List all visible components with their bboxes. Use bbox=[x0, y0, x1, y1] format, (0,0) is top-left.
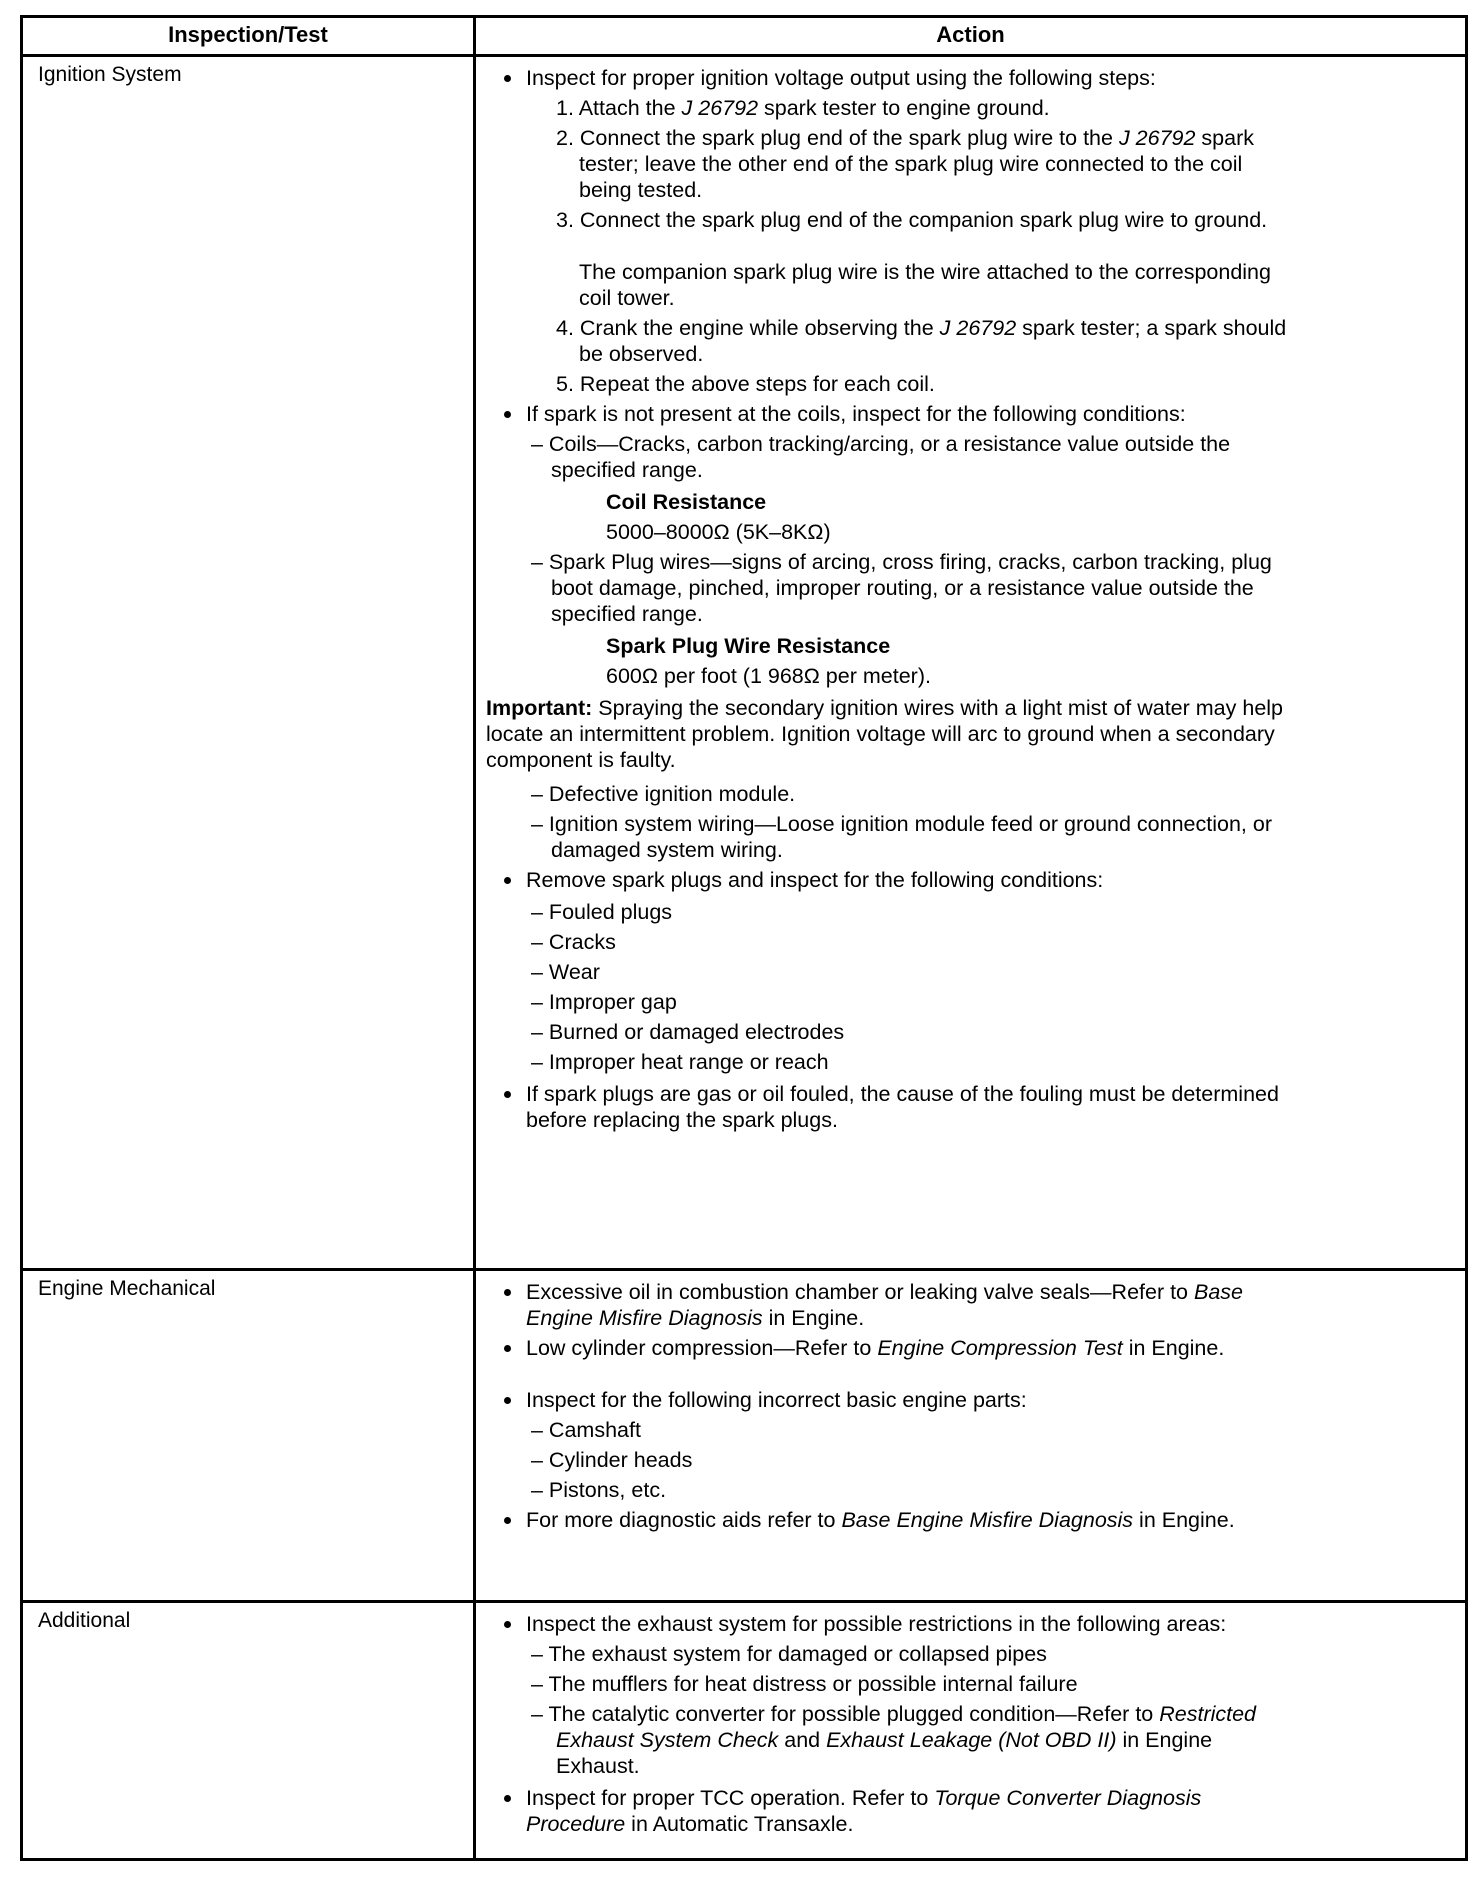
action-line bbox=[551, 837, 783, 863]
text-run: Remove spark plugs and inspect for the following conditions: bbox=[526, 868, 1104, 892]
reference-text: J 26792 bbox=[681, 96, 759, 120]
text-run: If spark is not present at the coils, inspect for the following conditions: bbox=[526, 402, 1186, 426]
text-run: – Pistons, etc. bbox=[531, 1478, 667, 1502]
text-run: 4. Crank the engine while observing the bbox=[556, 316, 940, 340]
action-line bbox=[556, 315, 1286, 341]
action-line bbox=[556, 125, 1254, 151]
reference-text: J 26792 bbox=[939, 316, 1017, 340]
action-line bbox=[531, 549, 1272, 575]
reference-text: Engine Misfire Diagnosis bbox=[526, 1306, 763, 1330]
row-actions bbox=[476, 1603, 1465, 1858]
text-run: – The catalytic converter for possible plugged condition—Refer to bbox=[531, 1702, 1160, 1726]
row-label: Engine Mechanical bbox=[23, 1271, 476, 1600]
text-run: 2. Connect the spark plug end of the spark plug wire to the bbox=[556, 126, 1119, 150]
text-run: – Camshaft bbox=[531, 1418, 641, 1442]
reference-text: Base bbox=[1194, 1280, 1244, 1304]
bullet-icon bbox=[504, 411, 511, 418]
action-line bbox=[556, 1727, 1212, 1753]
action-line bbox=[531, 781, 795, 807]
text-run: damaged system wiring. bbox=[551, 838, 783, 862]
action-line bbox=[531, 899, 672, 925]
action-line bbox=[556, 207, 1267, 233]
table-row bbox=[23, 1271, 1465, 1603]
action-line bbox=[526, 1279, 1243, 1305]
text-run: in Engine bbox=[1116, 1728, 1213, 1752]
bullet-icon bbox=[504, 877, 511, 884]
action-line bbox=[486, 695, 1283, 721]
text-run: Exhaust. bbox=[556, 1754, 640, 1778]
action-line bbox=[531, 929, 616, 955]
text-run: If spark plugs are gas or oil fouled, the cause of the fouling must be determined bbox=[526, 1082, 1279, 1106]
action-line bbox=[526, 867, 1103, 893]
action-line bbox=[526, 1785, 1201, 1811]
action-line bbox=[531, 811, 1272, 837]
reference-text: Engine Compression Test bbox=[877, 1336, 1123, 1360]
text-run: in Engine. bbox=[762, 1306, 865, 1330]
bold-text: Important: bbox=[486, 696, 593, 720]
reference-text: Exhaust System Check bbox=[556, 1728, 779, 1752]
action-line bbox=[526, 1305, 864, 1331]
action-line bbox=[526, 1081, 1279, 1107]
text-run: boot damage, pinched, improper routing, or a resistance value outside the bbox=[551, 576, 1254, 600]
text-run: in Engine. bbox=[1122, 1336, 1225, 1360]
bullet-icon bbox=[504, 1795, 511, 1802]
header-action: Action bbox=[936, 22, 1005, 47]
action-line bbox=[531, 431, 1230, 457]
bullet-icon bbox=[504, 1621, 511, 1628]
action-line bbox=[531, 1671, 1078, 1697]
action-line bbox=[579, 259, 1271, 285]
text-run: – Burned or damaged electrodes bbox=[531, 1020, 845, 1044]
text-run: 5000–8000Ω (5K–8KΩ) bbox=[606, 520, 831, 544]
action-line bbox=[579, 177, 702, 203]
action-line bbox=[579, 341, 703, 367]
text-run: – Fouled plugs bbox=[531, 900, 673, 924]
text-run: specified range. bbox=[551, 458, 703, 482]
text-run: – Improper heat range or reach bbox=[531, 1050, 829, 1074]
action-line bbox=[551, 457, 703, 483]
text-run: – Cylinder heads bbox=[531, 1448, 693, 1472]
text-run: being tested. bbox=[579, 178, 703, 202]
action-line bbox=[531, 1641, 1047, 1667]
text-run: in Engine. bbox=[1133, 1508, 1235, 1532]
action-line bbox=[526, 65, 1156, 91]
text-run: locate an intermittent problem. Ignition voltage will arc to ground when a secondary bbox=[486, 722, 1275, 746]
text-run: Inspect for proper TCC operation. Refer to bbox=[526, 1786, 935, 1810]
header-inspection-test: Inspection/Test bbox=[23, 18, 476, 54]
action-line bbox=[526, 1335, 1224, 1361]
reference-text: Restricted bbox=[1159, 1702, 1257, 1726]
row-label: Ignition System bbox=[23, 57, 476, 1268]
text-run: – Defective ignition module. bbox=[531, 782, 796, 806]
action-line bbox=[486, 747, 676, 773]
action-line bbox=[531, 1477, 666, 1503]
action-line bbox=[526, 1387, 1027, 1413]
table-header bbox=[23, 18, 1465, 57]
action-line bbox=[526, 1107, 838, 1133]
action-line bbox=[531, 989, 677, 1015]
bullet-icon bbox=[504, 1517, 511, 1524]
action-line bbox=[556, 1753, 640, 1779]
reference-text: Procedure bbox=[526, 1812, 626, 1836]
bullet-icon bbox=[504, 75, 511, 82]
reference-text: J 26792 bbox=[1118, 126, 1196, 150]
text-run: spark tester; a spark should bbox=[1016, 316, 1287, 340]
text-run: Inspect for proper ignition voltage output using the following steps: bbox=[526, 66, 1156, 90]
text-run: 1. Attach the bbox=[556, 96, 682, 120]
action-line bbox=[526, 401, 1186, 427]
action-line bbox=[551, 601, 703, 627]
action-line bbox=[556, 371, 935, 397]
action-line bbox=[526, 1611, 1226, 1637]
text-run: – Wear bbox=[531, 960, 600, 984]
action-line bbox=[531, 1049, 829, 1075]
row-actions bbox=[476, 57, 1465, 1268]
text-run: specified range. bbox=[551, 602, 703, 626]
text-run: – The mufflers for heat distress or possible internal failure bbox=[531, 1672, 1078, 1696]
action-line bbox=[531, 1019, 844, 1045]
text-run: Excessive oil in combustion chamber or leaking valve seals—Refer to bbox=[526, 1280, 1194, 1304]
text-run: – Improper gap bbox=[531, 990, 677, 1014]
action-line bbox=[526, 1811, 853, 1837]
action-line bbox=[606, 633, 890, 659]
text-run: before replacing the spark plugs. bbox=[526, 1108, 838, 1132]
text-run: tester; leave the other end of the spark plug wire connected to the coil bbox=[579, 152, 1243, 176]
action-line bbox=[531, 959, 600, 985]
reference-text: Torque Converter Diagnosis bbox=[934, 1786, 1202, 1810]
text-run: spark tester to engine ground. bbox=[758, 96, 1050, 120]
bullet-icon bbox=[504, 1345, 511, 1352]
action-line bbox=[606, 489, 766, 515]
bold-text: Coil Resistance bbox=[606, 490, 767, 514]
text-run: – Coils—Cracks, carbon tracking/arcing, or a resistance value outside the bbox=[531, 432, 1231, 456]
text-run: For more diagnostic aids refer to bbox=[526, 1508, 842, 1532]
bullet-icon bbox=[504, 1397, 511, 1404]
bullet-icon bbox=[504, 1289, 511, 1296]
reference-text: Exhaust Leakage (Not OBD II) bbox=[826, 1728, 1117, 1752]
text-run: 600Ω per foot (1 968Ω per meter). bbox=[606, 664, 931, 688]
text-run: be observed. bbox=[579, 342, 704, 366]
text-run: and bbox=[778, 1728, 827, 1752]
text-run: – Spark Plug wires—signs of arcing, cross firing, cracks, carbon tracking, plug bbox=[531, 550, 1272, 574]
text-run: – The exhaust system for damaged or collapsed pipes bbox=[531, 1642, 1047, 1666]
action-line bbox=[606, 519, 831, 545]
table-row bbox=[23, 57, 1465, 1271]
action-line bbox=[556, 95, 1050, 121]
table-row bbox=[23, 1603, 1465, 1858]
text-run: component is faulty. bbox=[486, 748, 676, 772]
text-run: Inspect the exhaust system for possible restrictions in the following areas: bbox=[526, 1612, 1227, 1636]
row-actions bbox=[476, 1271, 1465, 1600]
action-line bbox=[551, 575, 1254, 601]
text-run: – Cracks bbox=[531, 930, 616, 954]
text-run: Spraying the secondary ignition wires with a light mist of water may help bbox=[592, 696, 1284, 720]
text-run: – Ignition system wiring—Loose ignition module feed or ground connection, or bbox=[531, 812, 1272, 836]
action-line bbox=[579, 151, 1242, 177]
row-label: Additional bbox=[23, 1603, 476, 1858]
bullet-icon bbox=[504, 1091, 511, 1098]
bold-text: Spark Plug Wire Resistance bbox=[606, 634, 891, 658]
action-line bbox=[606, 663, 931, 689]
reference-text: Base Engine Misfire Diagnosis bbox=[841, 1508, 1134, 1532]
diagnosis-table bbox=[20, 15, 1468, 1861]
action-line bbox=[531, 1417, 641, 1443]
text-run: Inspect for the following incorrect basic engine parts: bbox=[526, 1388, 1027, 1412]
action-line bbox=[531, 1701, 1256, 1727]
text-run: The companion spark plug wire is the wire attached to the corresponding bbox=[579, 260, 1271, 284]
text-run: coil tower. bbox=[579, 286, 675, 310]
action-line bbox=[531, 1447, 692, 1473]
action-line bbox=[486, 721, 1275, 747]
action-line bbox=[579, 285, 675, 311]
text-run: in Automatic Transaxle. bbox=[625, 1812, 854, 1836]
action-line bbox=[526, 1507, 1235, 1533]
text-run: Low cylinder compression—Refer to bbox=[526, 1336, 878, 1360]
text-run: spark bbox=[1195, 126, 1255, 150]
text-run: 3. Connect the spark plug end of the companion spark plug wire to ground. bbox=[556, 208, 1268, 232]
text-run: 5. Repeat the above steps for each coil. bbox=[556, 372, 935, 396]
